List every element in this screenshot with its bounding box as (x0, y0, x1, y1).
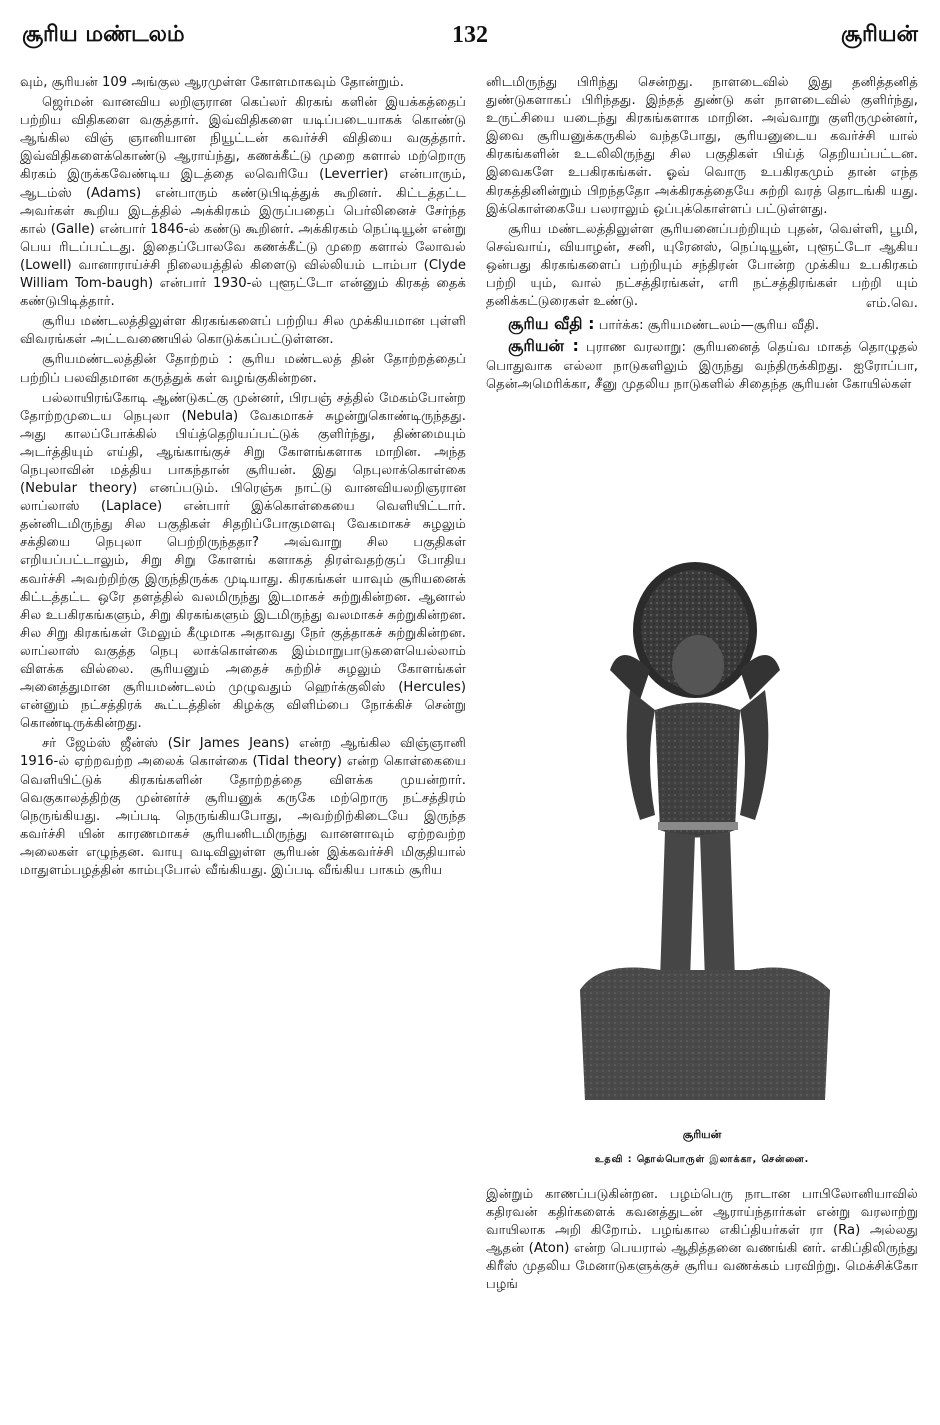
paragraph: சூரியமண்டலத்தின் தோற்றம் : சூரிய மண்டலத் தின் தோற்றத்தைப் பற்றிப் பலவிதமான கருத்துக் கள் வழங்குகின்றன. (20, 352, 466, 386)
running-head-left: சூரிய மண்டலம் (22, 22, 185, 47)
entry-heading: சூரிய வீதி : (508, 314, 595, 334)
paragraph: ஜெர்மன் வானவிய லறிஞரான கெப்லர் கிரகங் களின் இயக்கத்தைப் பற்றிய விதிகளை வகுத்தார். இவ்விதிகளை யடிப்படையாகக் கொண்டு ஆங்கில விஞ் ஞானியான நியூட்டன் கவர்ச்சி விதியை வகுத்தார். இவ்விதிகளைக்கொண்டு ஆராய்ந்து, கணக்கீட்டு முறை களால் மற்றொரு கிரகம் இருக்கவேண்டிய இடத்தை லவெரியே (Leverrier) என்பாரும், ஆடம்ஸ் (Adams) என்பாரும் கண்டுபிடித்துக் கூறினர். கிட்டத்தட்ட அவர்கள் கூறிய இடத்தில் அக்கிரகம் இருப்பதைப் பெர்லினைச் சேர்ந்த கால் (Galle) என்பார் 1846-ல் கண்டு கூறினர். அக்கிரகம் நெப்டியூன் என்று பெய ரிடப்பட்டது. இதைப்போலவே கணக்கீட்டு முறை களால் லோவல் (Lowell) வானாராய்ச்சி நிலையத்தில் கிளைடு வில்லியம் டாம்பா (Clyde William Tom-baugh) என்பார் 1930-ல் புளூட்டோ என்னும் கிரகத் தைக் கண்டுபிடித்தார். (20, 95, 466, 310)
page-header (22, 22, 918, 58)
right-column (486, 74, 918, 396)
figure-caption: சூரியன் (682, 1128, 722, 1141)
author-signature: எம்.வெ. (865, 296, 918, 312)
entry-suriyan (486, 337, 918, 393)
entry-heading: சூரியன் : (508, 336, 579, 356)
paragraph: இன்றும் காணப்படுகின்றன. பழம்பெரு நாடான பாபிலோனியாவில் கதிரவன் கதிர்களைக் கவனத்துடன் ஆராய்ந்தார்கள் என்று வரலாற்று வாயிலாக அறி கிறோம். பழங்கால எகிப்தியர்கள் ரா (Ra) அல்லது ஆதன் (Aton) என்ற பெயரால் ஆதித்தனை வணங்கி னர். எகிப்திலிருந்து கிரீஸ் முதலிய மேனாடுகளுக்குச் சூரிய வணக்கம் பரவிற்று. மெக்சிக்கோ பழங் (486, 1187, 918, 1293)
paragraph: சூரிய மண்டலத்திலுள்ள கிரகங்களைப் பற்றிய சில முக்கியமான புள்ளி விவரங்கள் அட்டவணையில் கொடுக்கப்பட்டுள்ளன. (20, 314, 466, 348)
left-column (20, 74, 466, 882)
running-head-right: சூரியன் (840, 22, 918, 47)
entry-text: புராண வரலாறு: சூரியனைத் தெய்வ மாகத் தொழுதல் பொதுவாக எல்லா நாடுகளிலும் இருந்து வந்திருக்கிறது. ஐரோப்பா, தென்அமெரிக்கா, சீனு முதலிய நாடுகளில் சிதைந்த சூரியன் கோயில்கள் (486, 340, 918, 392)
paragraph: சூரிய மண்டலத்திலுள்ள சூரியனைப்பற்றியும் புதன், வெள்ளி, பூமி, செவ்வாய், வியாழன், சனி, யுரேனஸ், நெப்டியூன், புளூட்டோ ஆகிய ஒன்பது கிரகங்களைப் பற்றியும் சந்திரன் போன்ற முக்கிய உபகிரகம் பற்றி யும், வால் நட்சத்திரங்கள், எரி நட்சத்திரங்கள் பற்றி யும் தனிக்கட்டுரைகள் உண்டு. (486, 221, 918, 310)
surya-statue-image (560, 560, 850, 1120)
paragraph: பல்லாயிரங்கோடி ஆண்டுகட்கு முன்னர், பிரபஞ் சத்தில் மேகம்போன்ற தோற்றமுடைய நெபுலா (Nebula) வேகமாகச் சுழன்றுகொண்டிருந்தது. அது காலப்போக்கில் பிய்த்தெறியப்பட்டுக் குளிர்ந்து, திண்மையும் அடர்த்தியும் எய்தி, ஆங்காங்குச் சிறு கோளங்களாக மாறின. அந்த நெபுலாவின் மத்திய பாகந்தான் சூரியன். இது நெபுலாக்கொள்கை (Nebular theory) எனப்படும். பிரெஞ்சு நாட்டு வானவியலறிஞரான லாப்லாஸ் (Laplace) என்பார் இக்கொள்கையை வெளியிட்டார். தன்னிடமிருந்து சில பகுதிகள் சிதறிப்போகுமளவு வேகமாகச் சுழலும் சக்தியை நெபுலா பெற்றிருந்ததா? அவ்வாறு சில பகுதிகள் எறியப்பட்டாலும், சிறு சிறு கோளங் களாகத் திரள்வதற்குப் போதிய கவர்ச்சி அவற்றிற்கு இருந்திருக்க முடியாது. கிரகங்கள் யாவும் சூரியனைக் கிட்டத்தட்ட ஒரே தளத்தில் வலமிருந்து இடமாகச் சுற்றுகின்றன. ஆனால் சில உபகிரகங்களும், சிறு கிரகங்களும் இடமிருந்து வலமாகச் சுற்றுகின்றன. சில சிறு கிரகங்கள் மேலும் கீழுமாக அதாவது நேர் குத்தாகச் சுற்றுகின்றன. லாப்லாஸ் வகுத்த நெபு லாக்கொள்கை இம்மாறுபாடுகளையெல்லாம் விளக்க வில்லை. சூரியனும் அதைச் சுற்றிச் சுழலும் கோளங்கள் அனைத்துமான சூரியமண்டலம் முழுவதும் ஹெர்க்குலிஸ் (Hercules) என்னும் நட்சத்திரக் கூட்டத்தின் கிழக்கு விளிம்பை நோக்கிச் சென்று கொண்டிருக்கின்றது. (20, 390, 466, 732)
paragraph: வும், சூரியன் 109 அங்குல ஆரமுள்ள கோளமாகவும் தோன்றும். (20, 75, 404, 90)
paragraph: னிடமிருந்து பிரிந்து சென்றது. நாளடைவில் இது தனித்தனித் துண்டுகளாகப் பிரிந்தது. இந்தத் துண்டு கள் நாளடைவில் குளிர்ந்து, உருட்சியை யடைந்து கிரகங்களாக மாறின. அவ்வாறு குளிருமுன்னர், இவை சூரியனுக்கருகில் வந்தபோது, சூரியனுடைய கவர்ச்சி யால் கிரகங்களின் உடலிலிருந்து சில பகுதிகள் பிய்த் தெறியப்பட்டன. இவைகளே உபகிரகங்கள். ஓவ் வொரு உபகிரகமும் தான் எந்த கிரகத்தினின்றும் பிறந்ததோ அக்கிரகத்தையே சுற்றி வரத் தொடங்கி யது. இக்கொள்கையே பலராலும் ஒப்புக்கொள்ளப் பட்டுள்ளது. (486, 75, 918, 217)
page-number: 132 (452, 22, 488, 48)
paragraph: சர் ஜேம்ஸ் ஜீன்ஸ் (Sir James Jeans) என்ற ஆங்கில விஞ்ஞானி 1916-ல் ஏற்றவற்ற அலைக் கொள்கை (Tidal theory) என்ற கொள்கையை வெளியிட்டுக் கிரகங்களின் தோற்றத்தை விளக்க முயன்றார். வெகுகாலத்திற்கு முன்னர்ச் சூரியனுக் கருகே மற்றொரு நட்சத்திரம் நெருங்கியது. அப்படி நெருங்கியபோது, அவற்றிற்கிடையே இருந்த கவர்ச்சி யின் காரணமாகச் சூரியனிடமிருந்து வானளாவும் ஏற்றவற்ற அலைகள் எழுந்தன. வாயு வடிவிலுள்ள சூரியன் இக்கவர்ச்சி மிகுதியால் மாதுளம்பழத்தின் காம்புபோல் வீங்கியது. இப்படி வீங்கிய பாகம் சூரிய (20, 736, 466, 879)
figure-credit: உதவி : தொல்பொருள் இலாக்கா, சென்னை. (594, 1154, 810, 1165)
right-column-continuation (486, 1186, 918, 1295)
entry-text: பார்க்க: சூரியமண்டலம்—சூரிய வீதி. (594, 318, 820, 334)
entry-suriya-veedhi (486, 315, 918, 335)
